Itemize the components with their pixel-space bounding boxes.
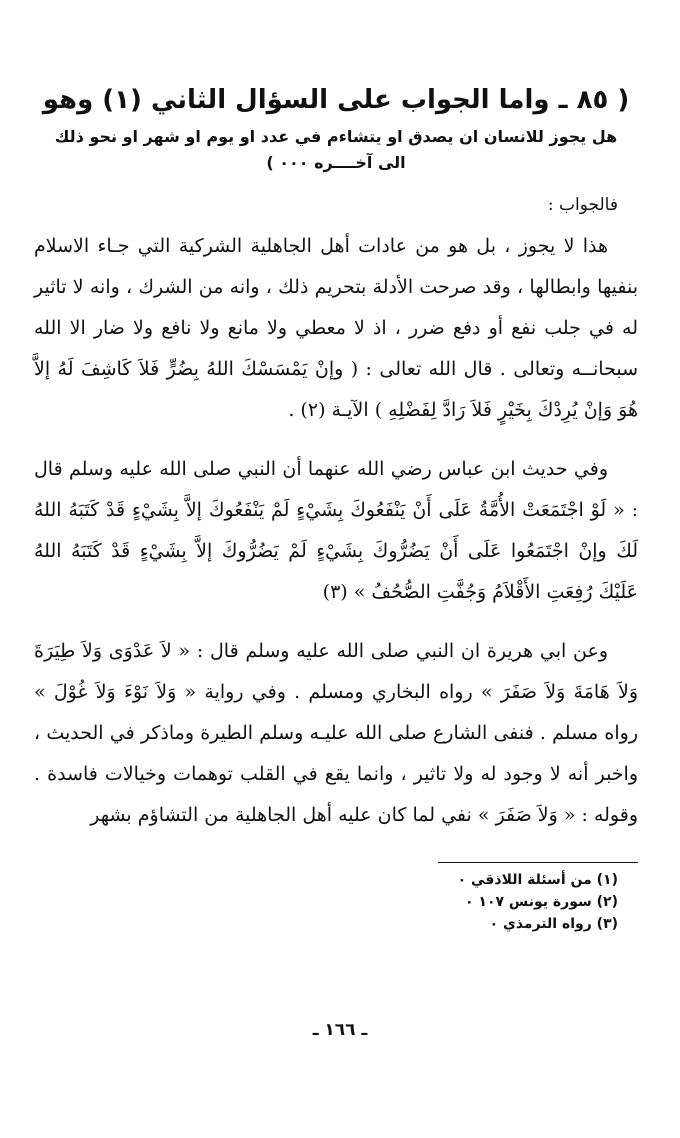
footnote-2: (٢) سورة يونس ١٠٧ ٠ [465, 894, 618, 910]
footnote-3: (٣) رواه الترمذي ٠ [489, 916, 618, 932]
paragraph-3: وعن ابي هريرة ان النبي صلى الله عليه وسلم قال : « لاَ عَدْوَى وَلاَ طِيَرَةَ وَلاَ هَامَةَ وَلاَ صَفَرَ » رواه البخاري ومسلم . وفي رواية « وَلاَ نَوْءَ وَلاَ غُوْلَ » رواه مسلم . فنفى الشارع صلى الله عليـه وسلم الطيرة وماذكر في الحديث ، واخبر أنه لا وجود له ولا تاثير ، وانما يقع في القلب توهمات وخيالات فاسدة . وقوله : « وَلاَ صَفَرَ » نفي لما كان عليه أهل الجاهلية من التشاؤم بشهر [34, 640, 638, 826]
answer-label: فالجواب : [547, 195, 618, 215]
page-number: ـ ١٦٦ ـ [312, 1020, 368, 1040]
page-body [34, 80, 638, 935]
footnote-divider [438, 862, 638, 863]
question-line-1: هل يجوز للانسان ان يصدق او يتشاءم في عدد او يوم او شهر او نحو ذلك [54, 127, 618, 146]
section-heading: ( ٨٥ ـ واما الجواب على السؤال الثاني (١) وهو [42, 85, 630, 115]
paragraph-1: هذا لا يجوز ، بل هو من عادات أهل الجاهلية الشركية التي جـاء الاسلام بنفيها وابطالها ، وقد صرحت الأدلة بتحريم ذلك ، وانه من الشرك ، وانه لا تاثير له في جلب نفع أو دفع ضرر ، اذ لا معطي ولا مانع ولا نافع ولا ضار الا الله سبحانــه وتعالى . قال الله تعالى : ( وإنْ يَمْسَسْكَ اللهُ بِضُرٍّ فَلاَ كَاشِفَ لَهُ إلاَّ هُوَ وَإنْ يُرِدْكَ بِخَيْرٍ فَلاَ رَادَّ لِفَضْلِهِ ) الآيـة (٢) . [34, 235, 638, 421]
footnote-1: (١) من أسئلة اللاذقي ٠ [457, 872, 618, 888]
question-line-2: الى آخــــره ٠٠٠ ) [266, 153, 406, 172]
footnotes [34, 869, 618, 935]
paragraph-2: وفي حديث ابن عباس رضي الله عنهما أن النبي صلى الله عليه وسلم قال : « لَوْ اجْتَمَعَتْ الأُمَّةُ عَلَى أَنْ يَنْفَعُوكَ بِشَيْءٍ لَمْ يَنْفَعُوكَ إلاَّ بِشَيْءٍ قَدْ كَتَبَهُ اللهُ لَكَ وإنْ اجْتَمَعُوا عَلَى أَنْ يَضُرُّوكَ بِشَيْءٍ لَمْ يَضُرُّوكَ إلاَّ بِشَيْءٍ قَدْ كَتَبَهُ اللهُ عَلَيْكَ رُفِعَتِ الأَقْلاَمُ وَجُفَّتِ الصُّحُفُ » (٣) [34, 458, 639, 603]
